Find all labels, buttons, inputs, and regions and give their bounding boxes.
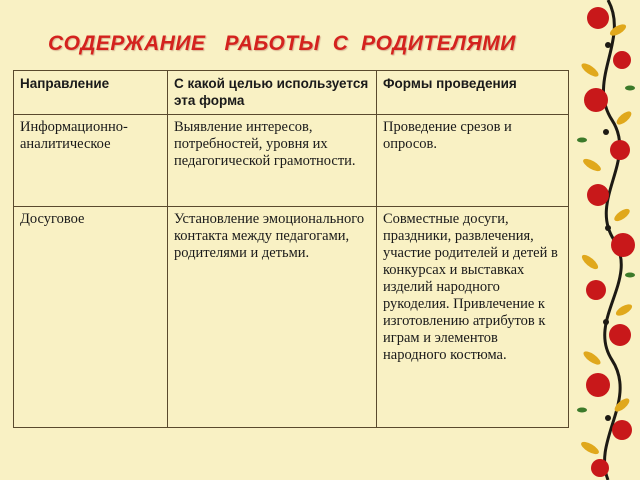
table-cell: Досуговое xyxy=(14,207,168,428)
table-cell: Проведение срезов и опросов. xyxy=(377,115,569,207)
table-row xyxy=(14,207,569,428)
table-cell: Выявление интересов, потребностей, уровня их педагогической грамотности. xyxy=(168,115,377,207)
table-cell: Установление эмоционального контакта между педагогами, родителями и детьми. xyxy=(168,207,377,428)
header-direction: Направление xyxy=(14,71,168,115)
content-table xyxy=(13,70,569,428)
header-forms: Формы проведения xyxy=(377,71,569,115)
table-cell: Информационно-аналитическое xyxy=(14,115,168,207)
khokhloma-ornament-icon xyxy=(568,0,640,480)
table-header-row xyxy=(14,71,569,115)
header-purpose: С какой целью используется эта форма xyxy=(168,71,377,115)
table-row xyxy=(14,115,569,207)
slide-title: СОДЕРЖАНИЕ РАБОТЫ С РОДИТЕЛЯМИ xyxy=(48,32,516,55)
table-cell: Совместные досуги, праздники, развлечения, участие родителей и детей в конкурсах и выставках изделий народного рукоделия. Привлечение к изготовлению атрибутов к играм и элементов народного костюма. xyxy=(377,207,569,428)
